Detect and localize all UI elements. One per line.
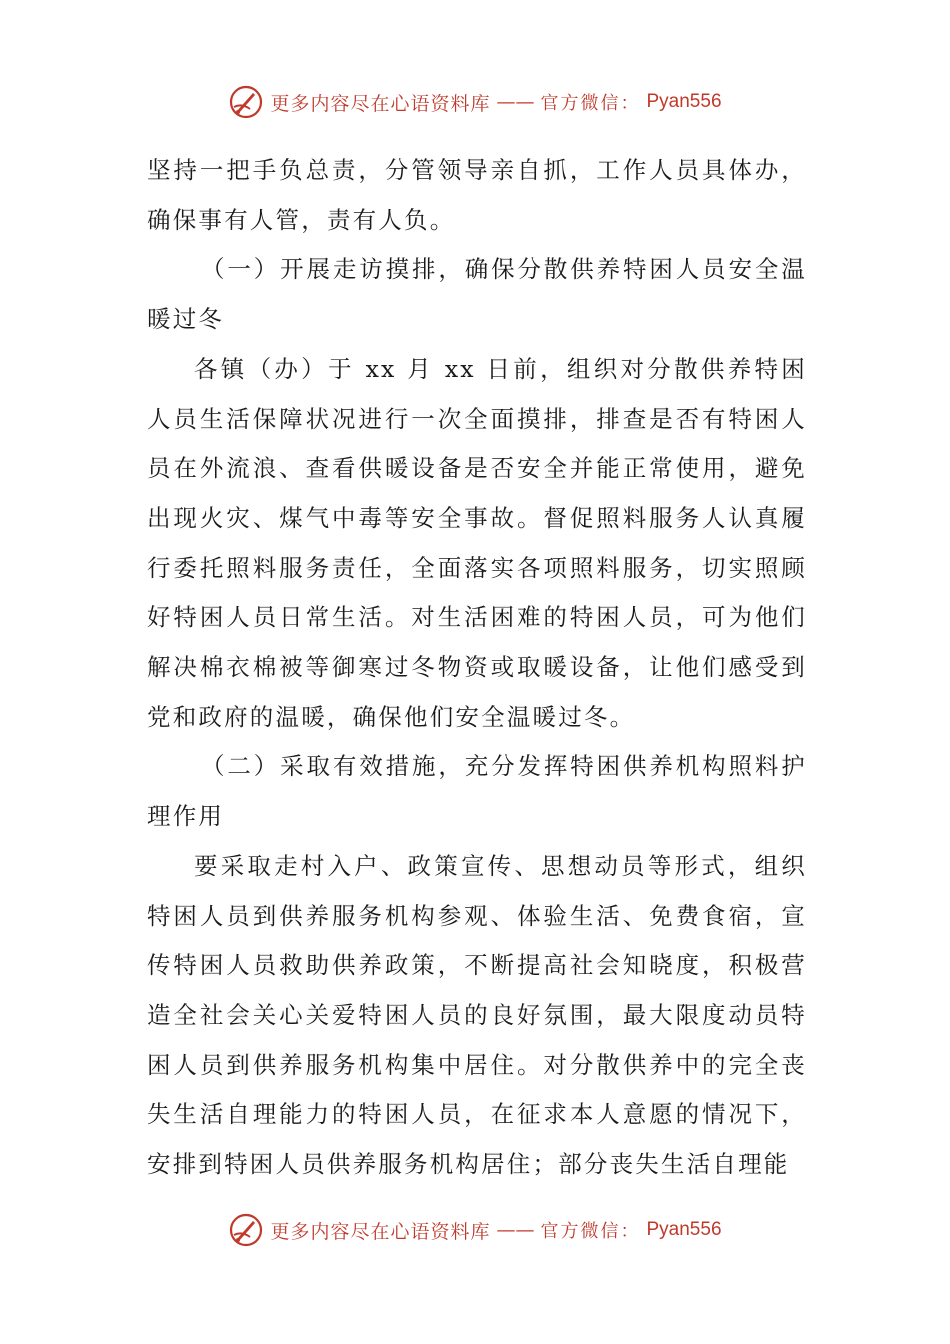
document-body	[147, 146, 807, 1190]
section-heading-1: （一）开展走访摸排，确保分散供养特困人员安全温暖过冬	[147, 255, 807, 334]
banner-wechat-label: 官方微信：	[540, 1221, 641, 1242]
footer-banner	[0, 1208, 950, 1252]
section-paragraph-1: 各镇（办）于 xx 月 xx 日前，组织对分散供养特困人员生活保障状况进行一次全面摸排，排查是否有特困人员在外流浪、查看供暖设备是否安全并能正常使用，避免出现火灾、煤气中毒等安全事故。督促照料服务人认真履行委托照料服务责任，全面落实各项照料服务，切实照顾好特困人员日常生活。对生活困难的特困人员，可为他们解决棉衣棉被等御寒过冬物资或取暖设备，让他们感受到党和政府的温暖，确保他们安全温暖过冬。	[147, 354, 807, 731]
banner-dash: ——	[496, 1219, 535, 1241]
banner-wechat-handle: Pyan556	[646, 91, 722, 112]
banner-brand-text: 更多内容尽在心语资料库	[270, 1220, 491, 1243]
header-banner	[0, 80, 950, 124]
quill-pen-logo-icon	[228, 84, 264, 120]
intro-paragraph: 坚持一把手负总责，分管领导亲自抓，工作人员具体办，确保事有人管，责有人负。	[147, 156, 807, 234]
banner-brand-text: 更多内容尽在心语资料库	[270, 92, 491, 115]
section-paragraph-2: 要采取走村入户、政策宣传、思想动员等形式，组织特困人员到供养服务机构参观、体验生活、免费食宿，宣传特困人员救助供养政策，不断提高社会知晓度，积极营造全社会关心关爱特困人员的良好氛围，最大限度动员特困人员到供养服务机构集中居住。对分散供养中的完全丧失生活自理能力的特困人员，在征求本人意愿的情况下，安排到特困人员供养服务机构居住；部分丧失生活自理能	[147, 851, 807, 1179]
banner-wechat-handle: Pyan556	[646, 1219, 722, 1240]
banner-wechat-label: 官方微信：	[540, 93, 641, 114]
banner-dash: ——	[496, 91, 535, 113]
section-heading-2: （二）采取有效措施，充分发挥特困供养机构照料护理作用	[147, 752, 807, 831]
quill-pen-logo-icon	[228, 1212, 264, 1248]
